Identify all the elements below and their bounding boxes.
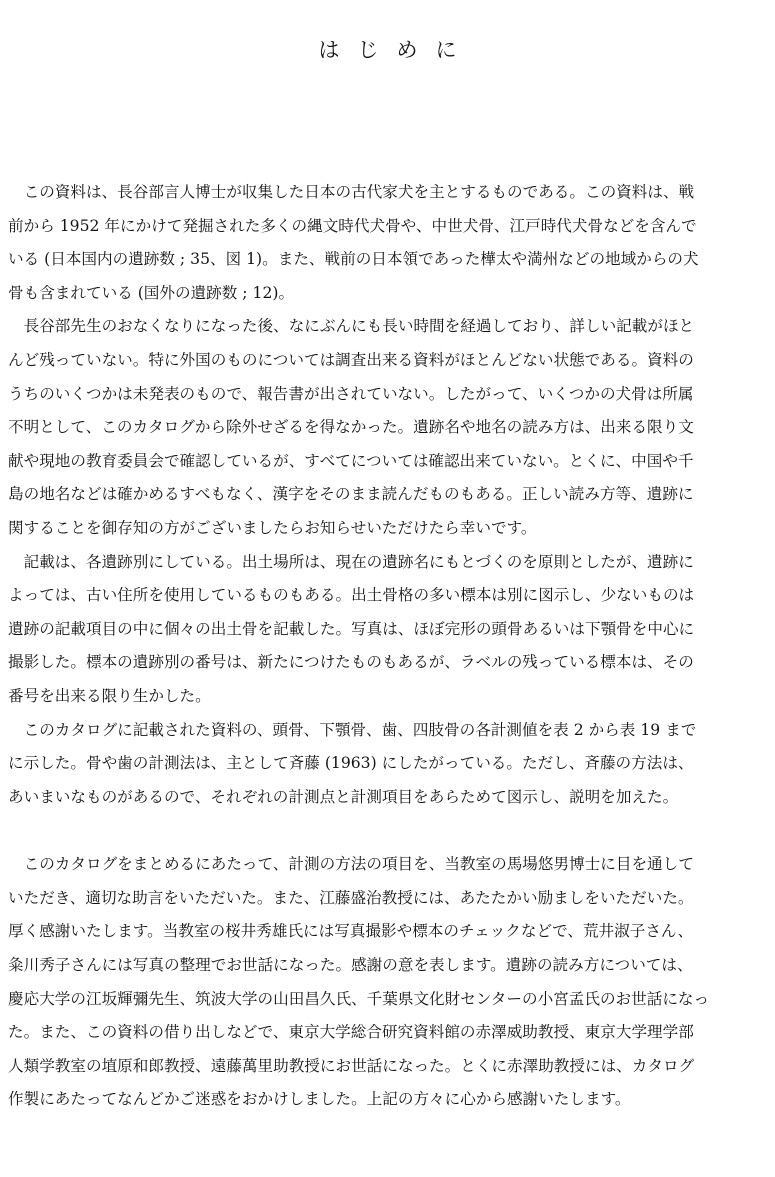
- text-line: んど残っていない。特に外国のものについては調査出来る資料がほとんどない状態である。資料の: [8, 350, 694, 369]
- text-line: いる (日本国内の遺跡数 ; 35、図 1)。また、戦前の日本領であった樺太や満州などの地域からの犬: [8, 250, 699, 269]
- text-line: 慶応大学の江坂輝彌先生、筑波大学の山田昌久氏、千葉県文化財センターの小宮孟氏のお世話になっ: [8, 989, 710, 1008]
- paragraph-3: [8, 546, 775, 714]
- section-spacer: [8, 814, 775, 848]
- text-line: 厚く感謝いたします。当教室の桜井秀雄氏には写真撮影や標本のチェックなどで、荒井淑子さん、: [8, 922, 694, 941]
- text-line: いただき、適切な助言をいただいた。また、江藤盛治教授には、あたたかい励ましをいただいた。: [8, 888, 694, 907]
- text-line: あいまいなものがあるので、それぞれの計測点と計測項目をあらためて図示し、説明を加えた。: [8, 787, 679, 806]
- paragraph-2: [8, 310, 775, 545]
- text-line: 関することを御存知の方がございましたらお知らせいただけたら幸いです。: [8, 518, 537, 537]
- text-line: に示した。骨や歯の計測法は、主として斉藤 (1963) にしたがっている。ただし、斉藤の方法は、: [8, 754, 694, 773]
- text-line: このカタログに記載された資料の、頭骨、下顎骨、歯、四肢骨の各計測値を表 2 から表 19 まで: [8, 720, 697, 739]
- text-line: このカタログをまとめるにあたって、計測の方法の項目を、当教室の馬場悠男博士に目を通して: [8, 855, 694, 874]
- paragraph-1: [8, 176, 775, 310]
- paragraph-acknowledgements: [8, 848, 775, 1117]
- text-line: 粂川秀子さんには写真の整理でお世話になった。感謝の意を表します。遺跡の読み方については、: [8, 956, 693, 975]
- text-line: 前から 1952 年にかけて発掘された多くの縄文時代犬骨や、中世犬骨、江戸時代犬骨などを含んで: [8, 216, 697, 235]
- text-line: 長谷部先生のおなくなりになった後、なにぶんにも長い時間を経過しており、詳しい記載がほと: [8, 317, 695, 336]
- page-title: はじめに: [318, 38, 475, 62]
- paragraph-4: [8, 714, 775, 815]
- text-line: 骨も含まれている (国外の遺跡数 ; 12)。: [8, 283, 295, 302]
- text-line: うちのいくつかは未発表のもので、報告書が出されていない。したがって、いくつかの犬骨は所属: [8, 384, 694, 403]
- text-line: この資料は、長谷部言人博士が収集した日本の古代家犬を主とするものである。この資料は、戦: [8, 183, 695, 201]
- text-line: た。また、この資料の借り出しなどで、東京大学総合研究資料館の赤澤威助教授、東京大学理学部: [8, 1023, 694, 1042]
- text-line: よっては、古い住所を使用しているものもある。出土骨格の多い標本は別に図示し、少ないものは: [8, 586, 695, 605]
- text-line: 番号を出来る限り生かした。: [8, 686, 211, 705]
- document-body: [8, 176, 775, 1117]
- text-line: 作製にあたってなんどかご迷惑をおかけしました。上記の方々に心から感謝いたします。: [8, 1090, 631, 1109]
- text-line: 献や現地の教育委員会で確認しているが、すべてについては確認出来ていない。とくに、中国や千: [8, 451, 694, 470]
- text-line: 不明として、このカタログから除外せざるを得なかった。遺跡名や地名の読み方は、出来る限り文: [8, 418, 694, 437]
- text-line: 島の地名などは確かめるすべもなく、漢字をそのまま読んだものもある。正しい読み方等、遺跡に: [8, 485, 694, 504]
- text-line: 撮影した。標本の遺跡別の番号は、新たにつけたものもあるが、ラベルの残っている標本は、その: [8, 653, 694, 672]
- text-line: 遺跡の記載項目の中に個々の出土骨を記載した。写真は、ほぼ完形の頭骨あるいは下顎骨を中心に: [8, 619, 695, 638]
- text-line: 記載は、各遺跡別にしている。出土場所は、現在の遺跡名にもとづくのを原則としたが、遺跡に: [8, 552, 694, 571]
- text-line: 人類学教室の埴原和郎教授、遠藤萬里助教授にお世話になった。とくに赤澤助教授には、カタログ: [8, 1056, 695, 1075]
